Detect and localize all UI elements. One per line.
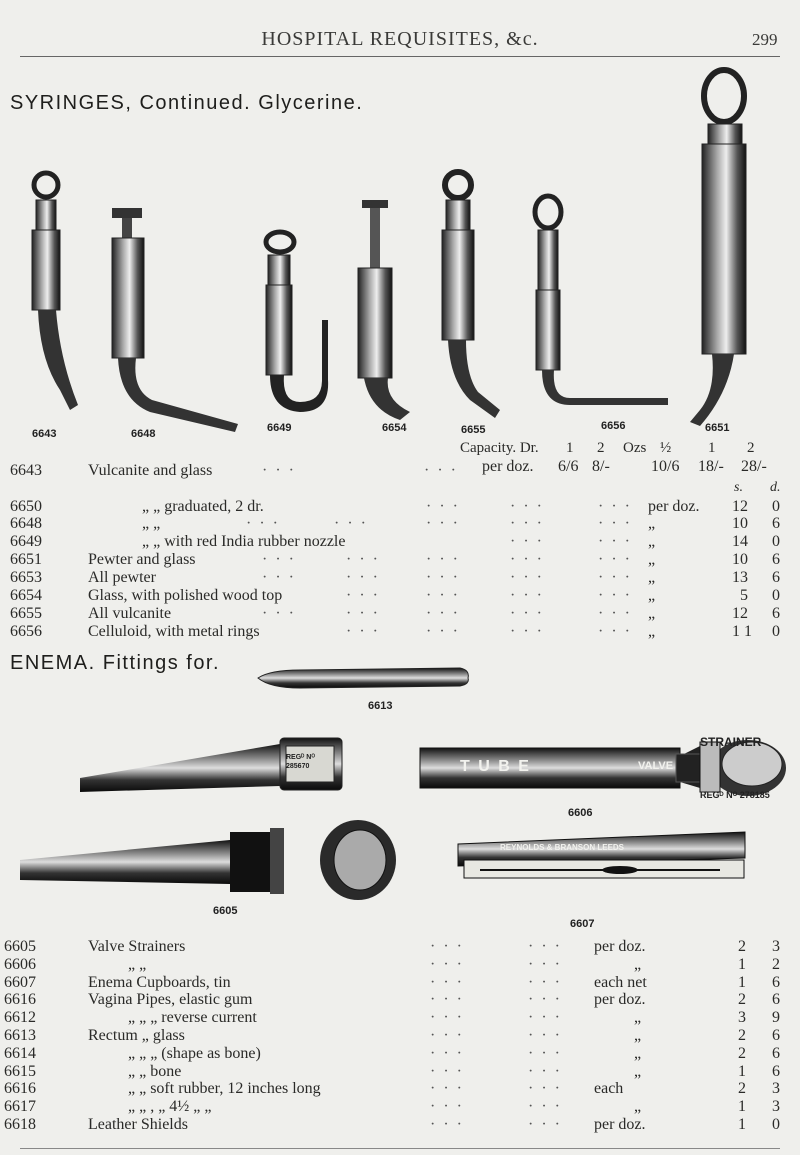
item-code: 6606 [4,955,36,973]
section-heading-syringes: SYRINGES, Continued. Glycerine. [10,92,364,114]
leader-dots: · · · [262,605,296,622]
leader-dots: · · · [426,498,460,515]
capacity-label: Capacity. Dr. [460,440,539,456]
item-code: 6616 [4,1080,36,1098]
list-item [0,515,800,535]
leader-dots: · · · [430,973,464,991]
item-code: 6656 [10,623,42,640]
item-code: 6607 [4,973,36,991]
leader-dots: · · · [346,569,380,586]
leader-dots: · · · [598,515,632,532]
item-code: 6651 [10,551,42,568]
item-unit: each [594,1080,624,1098]
item-description: All pewter [88,569,156,586]
capacity-ozs-label: Ozs [623,440,647,456]
leader-dots: · · · [598,533,632,550]
capacity-price-oz-1: 18/- [698,458,724,475]
column-header-pence: d. [770,480,781,495]
figure-label-6613: 6613 [368,700,393,712]
capacity-price-2dr-2: 8/- [592,458,610,475]
strainer-cap-illustration [320,820,396,900]
item-unit: „ [634,1044,642,1062]
leader-dots: · · · [598,498,632,515]
item-price-pence: 6 [772,1062,780,1080]
leader-dots: · · · [424,462,458,479]
item-unit: per doz. [594,991,646,1009]
figure-label-6649: 6649 [267,422,292,434]
syringe-6654-illustration [358,200,410,420]
syringe-6651-illustration [690,70,746,426]
column-header-shillings: s. [734,480,743,495]
item-price-shillings: 3 [738,1009,746,1027]
item-description: Pewter and glass [88,551,196,568]
item-code: 6617 [4,1098,36,1116]
item-code: 6655 [10,605,42,622]
list-item [0,605,800,625]
leader-dots: · · · [510,533,544,550]
figure-label-6606: 6606 [568,807,593,819]
item-code: 6654 [10,587,42,604]
item-price-pence: 0 [772,623,780,640]
tube-reg-label: REGᴰ Nᴼ 285670 [286,754,315,770]
item-description: All vulcanite [88,605,172,622]
item-code: 6648 [10,515,42,532]
leader-dots: · · · [262,551,296,568]
item-description: „ „ graduated, 2 dr. [142,498,264,515]
item-price-pence: 6 [772,569,780,586]
item-price-pence: 3 [772,1080,780,1098]
leader-dots: · · · [510,569,544,586]
syringe-6655-illustration [442,172,500,418]
leader-dots: · · · [426,587,460,604]
item-unit: „ [634,1062,642,1080]
leader-dots: · · · [346,551,380,568]
leader-dots: · · · [528,1027,562,1044]
item-price-pence: 6 [772,991,780,1009]
item-description: „ „ [142,515,161,532]
leader-dots: · · · [528,938,562,955]
item-description: „ „ with red India rubber nozzle [142,533,346,550]
item-price-shillings: 1 [738,973,746,991]
list-item [0,533,800,553]
leader-dots: · · · [598,551,632,568]
leader-dots: · · · [528,1080,562,1098]
footer-rule [20,1148,780,1149]
figure-label-6605: 6605 [213,905,238,917]
leader-dots: · · · [262,569,296,586]
item-description: „ „ „ reverse current [128,1009,257,1027]
syringe-6656-illustration [535,196,668,405]
item-description: Celluloid, with metal rings [88,623,260,640]
figure-label-6651: 6651 [705,422,730,434]
list-item [0,623,800,643]
item-unit: per doz. [648,498,700,515]
item-description: Rectum „ glass [88,1027,185,1044]
item-description: Valve Strainers [88,938,186,955]
item-description: Vagina Pipes, elastic gum [88,991,253,1009]
item-unit: „ [648,533,656,550]
leader-dots: · · · [598,569,632,586]
leader-dots: · · · [426,605,460,622]
leader-dots: · · · [426,515,460,532]
item-code: 6649 [10,533,42,550]
leader-dots: · · · [430,1098,464,1116]
item-code: 6613 [4,1027,36,1044]
item-unit: each net [594,973,647,991]
leader-dots: · · · [430,1009,464,1027]
item-unit: „ [648,587,656,604]
strainer-reg: REGᴰ Nᴼ 278185 [700,790,770,800]
leader-dots: · · · [528,1116,562,1133]
page-number: 299 [752,30,778,49]
item-unit: „ [648,605,656,622]
figure-label-6643: 6643 [32,428,57,440]
figure-label-6656: 6656 [601,420,626,432]
leader-dots: · · · [528,955,562,973]
item-price-shillings: 2 [738,1027,746,1044]
capacity-dr-2: 2 [597,440,605,456]
item-code: 6653 [10,569,42,586]
capacity-oz-1: 1 [708,440,716,456]
leader-dots: · · · [528,1062,562,1080]
item-description: „ „ bone [128,1062,182,1080]
item-price-shillings: 1 [738,955,746,973]
leader-dots: · · · [430,1116,464,1133]
item-price-pence: 9 [772,1009,780,1027]
item-unit: „ [634,1027,642,1044]
item-description: „ „ [128,955,147,973]
item-unit: per doz. [594,938,646,955]
leader-dots: · · · [426,569,460,586]
item-description: Vulcanite and glass [88,462,213,479]
item-price-shillings: 2 [738,991,746,1009]
tube-lower-6605-illustration [20,828,284,894]
item-unit: „ [634,1009,642,1027]
leader-dots: · · · [346,605,380,622]
leader-dots: · · · [430,955,464,973]
capacity-oz-half: ½ [660,440,672,456]
leader-dots: · · · [510,498,544,515]
item-description: „ „ soft rubber, 12 inches long [128,1080,321,1098]
item-price-pence: 6 [772,551,780,568]
item-price-shillings: 10 [732,515,748,532]
item-code: 6615 [4,1062,36,1080]
leader-dots: · · · [430,938,464,955]
item-description: Glass, with polished wood top [88,587,283,604]
leader-dots: · · · [528,973,562,991]
running-head: HOSPITAL REQUISITES, &c. [261,28,539,50]
capacity-price-2dr-1: 6/6 [558,458,579,475]
item-price-shillings: 5 [740,587,748,604]
item-code: 6618 [4,1116,36,1133]
leader-dots: · · · [528,1044,562,1062]
item-price-shillings: 2 [738,1080,746,1098]
item-unit: „ [634,955,642,973]
header-rule [20,56,780,57]
list-item [0,551,800,571]
item-price-pence: 0 [772,587,780,604]
list-item [0,587,800,607]
leader-dots: · · · [430,1080,464,1098]
tube-label: T U B E [460,758,531,775]
item-description: Leather Shields [88,1116,188,1133]
leader-dots: · · · [528,1009,562,1027]
item-price-pence: 3 [772,938,780,955]
leader-dots: · · · [262,462,296,479]
leader-dots: · · · [430,991,464,1009]
item-unit: per doz. [594,1116,646,1133]
leader-dots: · · · [334,515,368,532]
list-item [0,569,800,589]
item-price-shillings: 13 [732,569,748,586]
leader-dots: · · · [246,515,280,532]
capacity-price-oz-2: 28/- [741,458,767,475]
strainer-title: STRAINER [700,735,762,749]
item-price-pence: 6 [772,1027,780,1044]
capacity-price-oz-half: 10/6 [651,458,680,475]
enema-illustrations [0,660,800,920]
item-price-shillings: 1 [738,1116,746,1133]
leader-dots: · · · [426,551,460,568]
item-code: 6650 [10,498,42,515]
leader-dots: · · · [430,1027,464,1044]
figure-label-6654: 6654 [382,422,407,434]
capacity-dr-1: 1 [566,440,574,456]
leader-dots: · · · [598,605,632,622]
leader-dots: · · · [510,515,544,532]
list-item [0,1116,800,1136]
pipe-6613-illustration [258,668,468,688]
item-price-shillings: 2 [738,1044,746,1062]
figure-label-6648: 6648 [131,428,156,440]
leader-dots: · · · [510,605,544,622]
item-code: 6612 [4,1009,36,1027]
leader-dots: · · · [528,991,562,1009]
item-code: 6605 [4,938,36,955]
item-unit: „ [648,623,656,640]
syringe-illustrations [0,60,800,430]
item-price-shillings: 12 [732,498,748,515]
item-code: 6614 [4,1044,36,1062]
leader-dots: · · · [528,1098,562,1116]
leader-dots: · · · [598,623,632,640]
item-price-shillings: 1 [738,1062,746,1080]
item-price-shillings: 1 [738,1098,746,1116]
item-price-shillings: 1 1 [732,623,752,640]
item-price-pence: 6 [772,973,780,991]
item-price-pence: 3 [772,1098,780,1116]
section-heading-enema: ENEMA. Fittings for. [10,652,221,674]
item-price-shillings: 14 [732,533,748,550]
item-price-shillings: 2 [738,938,746,955]
item-price-pence: 2 [772,955,780,973]
item-description: „ „ „ (shape as bone) [128,1044,261,1062]
item-unit: „ [648,569,656,586]
cupboard-6607-illustration [458,832,745,878]
syringe-6643-illustration [32,173,78,410]
item-price-shillings: 10 [732,551,748,568]
leader-dots: · · · [426,623,460,640]
item-unit: „ [648,551,656,568]
capacity-oz-2: 2 [747,440,755,456]
item-code: 6643 [10,462,42,479]
figure-label-6607: 6607 [570,918,595,930]
item-price-shillings: 12 [732,605,748,622]
item-description: „ „ , „ 4½ „ „ [128,1098,212,1116]
item-price-pence: 6 [772,1044,780,1062]
item-description: Enema Cupboards, tin [88,973,231,991]
syringe-6649-illustration [266,232,328,412]
leader-dots: · · · [510,587,544,604]
figure-label-6655: 6655 [461,424,486,436]
item-unit: „ [634,1098,642,1116]
maker-label: REYNOLDS & BRANSON LEEDS [500,843,625,852]
item-price-pence: 0 [772,498,780,515]
leader-dots: · · · [430,1044,464,1062]
list-item [0,462,800,482]
item-price-pence: 6 [772,515,780,532]
leader-dots: · · · [346,587,380,604]
item-code: 6616 [4,991,36,1009]
item-price-pence: 0 [772,1116,780,1133]
item-price-pence: 0 [772,533,780,550]
syringe-6648-illustration [112,208,238,432]
leader-dots: · · · [430,1062,464,1080]
capacity-per-doz: per doz. [482,458,534,475]
leader-dots: · · · [510,551,544,568]
leader-dots: · · · [510,623,544,640]
item-unit: „ [648,515,656,532]
leader-dots: · · · [598,587,632,604]
valve-label: VALVE [638,760,674,772]
leader-dots: · · · [346,623,380,640]
item-price-pence: 6 [772,605,780,622]
